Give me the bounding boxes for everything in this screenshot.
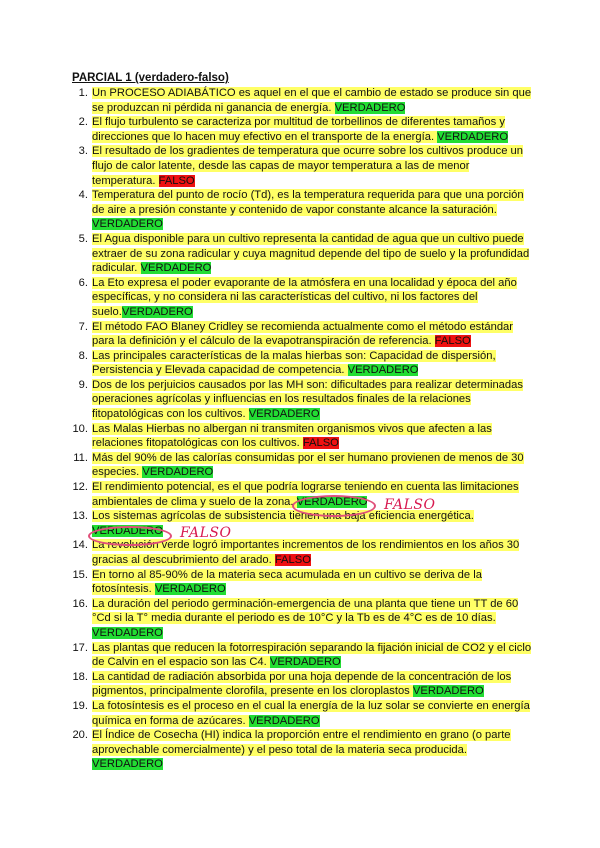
question-item	[72, 728, 534, 772]
question-item	[72, 422, 534, 451]
question-item	[72, 568, 534, 597]
item-number: 18.	[72, 670, 88, 683]
answer-true-badge: VERDADERO	[412, 685, 484, 698]
answer-false-badge: FALSO	[302, 437, 339, 450]
item-number: 12.	[72, 481, 88, 494]
item-statement: El método FAO Blaney Cridley se recomienda actualmente como el método estándar para la definición y el cálculo de la evapotranspiración de referencia.	[92, 320, 513, 348]
answer-true-badge: VERDADERO	[121, 305, 193, 318]
item-statement: Las principales características de la malas hierbas son: Capacidad de dispersión, Persistencia y Elevada capacidad de competencia.	[92, 349, 496, 377]
handwritten-note-13: FALSO	[180, 525, 232, 541]
item-number: 4.	[78, 189, 88, 202]
item-number: 9.	[78, 378, 88, 391]
item-statement: El flujo turbulento se caracteriza por multitud de torbellinos de diferentes tamaños y direcciones que lo hacen muy efectivo en el transporte de la energía.	[92, 116, 505, 143]
item-number: 8.	[78, 349, 88, 362]
item-number: 7.	[78, 320, 88, 333]
hand-circle-12	[292, 495, 376, 517]
item-statement: El rendimiento potencial, es el que podría lograrse teniendo en cuenta las limitaciones ambientales de clima y suelo de la zona.	[92, 481, 519, 508]
answer-false-badge: FALSO	[274, 554, 311, 566]
item-statement: Temperatura del punto de rocío (Td), es la temperatura requerida para que una porción de aire a presión constante y contenido de vapor constante alcance la saturación.	[92, 189, 524, 216]
item-number: 14.	[72, 539, 88, 552]
question-list	[72, 86, 534, 772]
answer-true-badge: VERDADERO	[92, 218, 163, 231]
answer-true-badge: VERDADERO	[140, 262, 212, 275]
answer-false-badge: FALSO	[158, 174, 195, 187]
question-item	[72, 597, 534, 641]
question-item	[72, 86, 534, 115]
hand-circle-13	[88, 526, 172, 546]
answer-true-badge: VERDADERO	[248, 714, 320, 727]
question-item	[72, 115, 534, 144]
question-item	[72, 641, 534, 670]
item-number: 10.	[72, 422, 88, 435]
answer-true-badge: VERDADERO	[92, 758, 163, 771]
item-statement: La duración del periodo germinación-emergencia de una planta que tiene un TT de 60 °Cd si la T° media durante el periodo es de 10°C y la Tb es de 4°C es de 10 días.	[92, 597, 519, 625]
answer-true-badge: VERDADERO	[248, 408, 320, 421]
question-item	[72, 232, 534, 276]
item-statement: La cantidad de radiación absorbida por una hoja depende de la concentración de los pigmentos, principalmente clorofila, presente en los cloroplastos	[92, 670, 512, 698]
question-item	[72, 451, 534, 480]
answer-true-badge: VERDADERO	[334, 101, 406, 114]
item-number: 11.	[73, 451, 88, 464]
answer-true-badge: VERDADERO	[92, 626, 163, 639]
answer-true-badge: VERDADERO	[142, 466, 214, 479]
question-item	[72, 276, 534, 320]
item-statement: Más del 90% de las calorías consumidas por el ser humano provienen de menos de 30 especies.	[92, 451, 524, 479]
item-number: 3.	[78, 145, 88, 158]
item-statement: Los sistemas agrícolas de subsistencia tienen una baja eficiencia energética.	[92, 510, 474, 523]
item-number: 19.	[72, 699, 88, 712]
item-statement: En torno al 85-90% de la materia seca acumulada en un cultivo se deriva de la fotosíntesis.	[92, 568, 482, 596]
item-number: 2.	[78, 116, 88, 129]
answer-true-badge: VERDADERO	[154, 583, 226, 596]
item-statement: La revolución verde logró importantes incrementos de los rendimientos en los años 30 gracias al descubrimiento del arado.	[92, 539, 520, 566]
answer-true-badge: VERDADERO	[269, 656, 341, 669]
question-item	[72, 188, 534, 232]
item-statement: Dos de los perjuicios causados por las MH son: dificultades para realizar determinadas operaciones agrícolas y influencias en los resultados finales de la relaciones fitopatológicas con los cultivos.	[92, 378, 523, 421]
answer-true-badge: VERDADERO	[347, 364, 419, 377]
item-number: 16.	[72, 597, 88, 610]
item-statement: El Agua disponible para un cultivo representa la cantidad de agua que un cultivo puede extraer de su zona radicular y cuya magnitud depende del tipo de suelo y la profundidad radicular.	[92, 232, 530, 275]
item-statement: El resultado de los gradientes de temperatura que ocurre sobre los cultivos produce un flujo de calor latente, desde las capas de mayor temperatura a las de menor temperatura.	[92, 145, 523, 187]
item-statement: Las plantas que reducen la fotorrespiración separando la fijación inicial de CO2 y el ciclo de Calvin en el espacio son las C4.	[92, 641, 532, 669]
item-statement: Un PROCESO ADIABÁTICO es aquel en el que el cambio de estado se produce sin que se produzcan ni pérdida ni ganancia de energía.	[92, 87, 532, 114]
question-item	[72, 349, 534, 378]
item-statement: La fotosíntesis es el proceso en el cual la energía de la luz solar se convierte en energía química en forma de azúcares.	[92, 699, 530, 727]
item-number: 1.	[78, 87, 88, 99]
item-number: 5.	[78, 232, 88, 245]
item-number: 13.	[72, 510, 88, 523]
item-number: 6.	[78, 276, 88, 289]
handwritten-note-12: FALSO	[384, 497, 436, 513]
question-item	[72, 699, 534, 728]
question-item	[72, 320, 534, 349]
item-statement: La Eto expresa el poder evaporante de la atmósfera en una localidad y época del año específicas, y no considera ni las características del cultivo, ni los factores del suelo.	[92, 276, 517, 318]
answer-true-badge: VERDADERO	[437, 130, 509, 143]
item-statement: El Índice de Cosecha (HI) indica la proporción entre el rendimiento en grano (o parte aprovechable comercialmente) y el peso total de la materia seca producida.	[92, 729, 511, 756]
page-title: PARCIAL 1 (verdadero-falso)	[72, 72, 229, 84]
question-item	[72, 378, 534, 422]
question-item	[72, 670, 534, 699]
item-statement: Las Malas Hierbas no albergan ni transmiten organismos vivos que afecten a las relaciones fitopatológicas con los cultivos.	[92, 422, 492, 450]
item-number: 15.	[72, 568, 88, 581]
item-number: 17.	[72, 641, 88, 654]
question-item	[72, 144, 534, 188]
item-number: 20.	[72, 729, 88, 742]
answer-true-badge: VERDADERO	[296, 495, 368, 508]
answer-true-badge: VERDADERO	[92, 524, 163, 537]
answer-false-badge: FALSO	[434, 335, 471, 348]
